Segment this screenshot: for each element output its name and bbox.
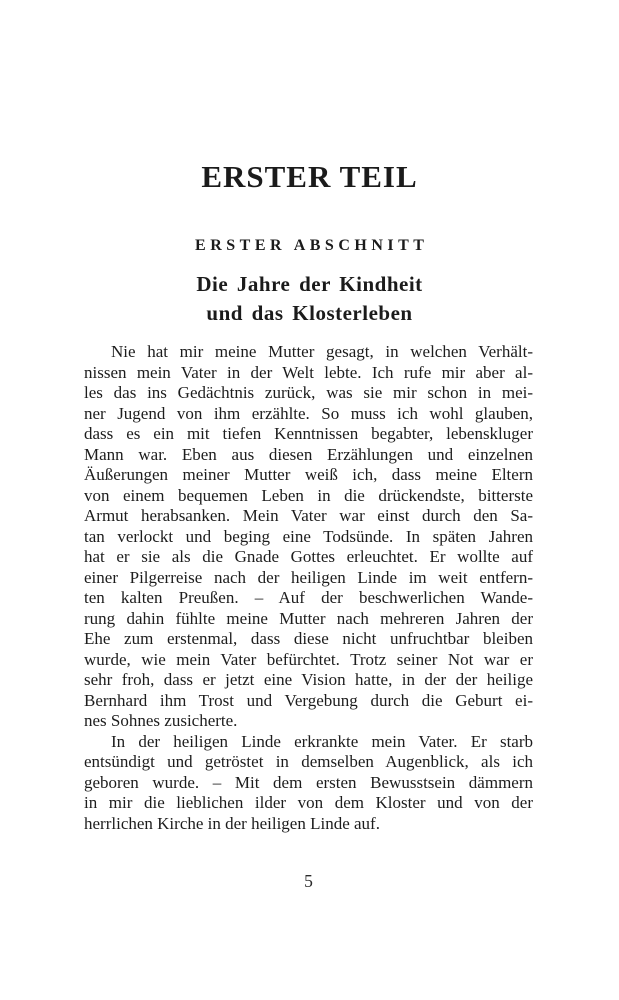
- paragraph-2: [84, 732, 533, 835]
- chapter-title: [0, 270, 619, 328]
- section-heading: ERSTER ABSCHNITT: [195, 237, 429, 254]
- text-line: in mir die lieblichen ilder von dem Kloster und von der: [84, 793, 533, 812]
- text-line: rung dahin fühlte meine Mutter nach mehreren Jahren der: [84, 608, 533, 628]
- page-number: 5: [304, 871, 313, 891]
- text-line: entsündigt und getröstet in demselben Augenblick, als ich: [84, 752, 533, 771]
- text-line: Ehe zum erstenmal, dass diese nicht unfruchtbar bleiben: [84, 629, 533, 648]
- text-line: In der heiligen Linde erkrankte mein Vater. Er starb: [111, 731, 533, 751]
- text-line: Mann war. Eben aus diesen Erzählungen und einzelnen: [84, 444, 533, 464]
- chapter-title-line-1: Die Jahre der Kindheit: [196, 272, 423, 296]
- text-line: von einem bequemen Leben in die drückendste, bitterste: [84, 485, 533, 505]
- text-line: Armut herabsanken. Mein Vater war einst durch den Sa-: [84, 506, 533, 525]
- text-line: nissen mein Vater in der Welt lebte. Ich rufe mir aber al-: [84, 362, 533, 382]
- text-line: hat er sie als die Gnade Gottes erleuchtet. Er wollte auf: [84, 547, 533, 566]
- text-line: Nie hat mir meine Mutter gesagt, in welchen Verhält-: [111, 342, 533, 361]
- text-line: einer Pilgerreise nach der heiligen Linde im weit entfern-: [84, 567, 533, 587]
- text-line: sehr froh, dass er jetzt eine Vision hatte, in der der heilige: [84, 670, 533, 689]
- part-title: ERSTER TEIL: [201, 159, 418, 194]
- chapter-title-line-2: und das Klosterleben: [206, 301, 413, 325]
- paragraph-1: [84, 342, 533, 732]
- text-line: Äußerungen meiner Mutter weiß ich, dass meine Eltern: [84, 465, 533, 484]
- text-line: ten kalten Preußen. – Auf der beschwerlichen Wande-: [84, 588, 533, 607]
- text-line: wurde, wie mein Vater befürchtet. Trotz seiner Not war er: [84, 649, 533, 669]
- text-line: herrlichen Kirche in der heiligen Linde auf.: [84, 813, 380, 833]
- text-line: tan verlockt und beging eine Todsünde. In späten Jahren: [84, 526, 533, 546]
- text-line: les das ins Gedächtnis zurück, was sie mir schon in mei-: [84, 383, 533, 402]
- body-text: [84, 342, 533, 834]
- text-line: Bernhard ihm Trost und Vergebung durch die Geburt ei-: [84, 690, 533, 710]
- text-line: nes Sohnes zusicherte.: [84, 711, 238, 730]
- text-line: geboren wurde. – Mit dem ersten Bewusstsein dämmern: [84, 772, 533, 792]
- text-line: ner Jugend von ihm erzählte. So muss ich wohl glauben,: [84, 403, 533, 423]
- text-line: dass es ein mit tiefen Kenntnissen begabter, lebenskluger: [84, 424, 533, 443]
